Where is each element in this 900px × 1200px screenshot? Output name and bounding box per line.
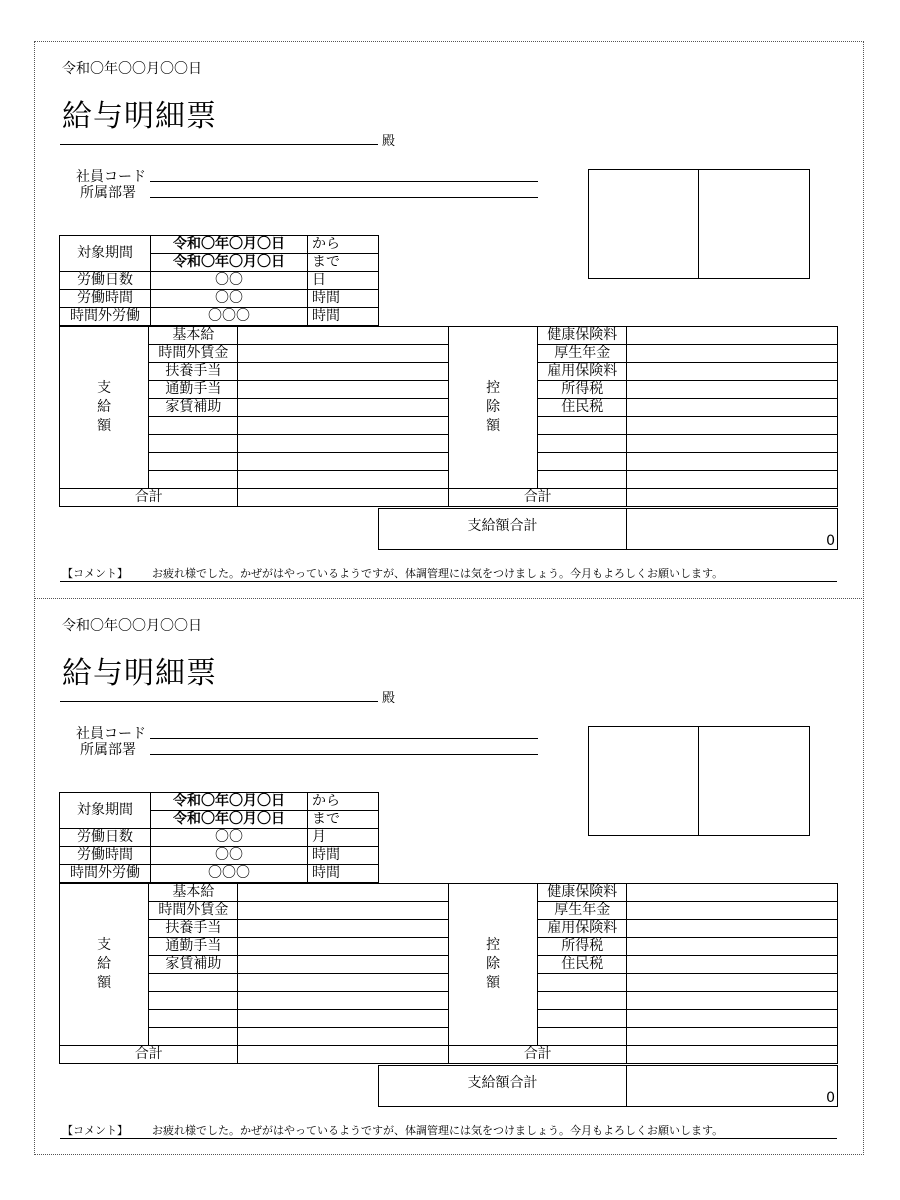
payslip-title: 給与明細票 [62, 99, 217, 134]
deduction-item-label: 所得税 [538, 381, 627, 399]
deduction-item-label [538, 417, 627, 435]
payment-amount-cell[interactable] [238, 956, 449, 974]
deduction-item-label: 厚生年金 [538, 902, 627, 920]
payment-amount-cell[interactable] [238, 399, 449, 417]
payment-amount-cell[interactable] [238, 1028, 449, 1046]
payment-total-label: 合計 [60, 1046, 238, 1064]
payment-amount-cell[interactable] [238, 471, 449, 489]
payslip [0, 598, 900, 1158]
payment-amount-cell[interactable] [238, 327, 449, 345]
honorific: 殿 [382, 691, 396, 706]
work-hours-unit: 時間 [308, 847, 379, 865]
recipient-name-line[interactable] [60, 701, 378, 702]
deduction-total-label: 合計 [448, 489, 626, 507]
work-hours-unit: 時間 [308, 290, 379, 308]
payment-total-amount[interactable] [238, 489, 449, 507]
period-from[interactable]: 令和〇年〇月〇日 [151, 793, 308, 811]
recipient-name-line[interactable] [60, 144, 378, 145]
overtime-value[interactable]: 〇〇〇 [151, 308, 308, 326]
deduction-amount-cell[interactable] [627, 381, 838, 399]
payment-section-label [60, 884, 149, 1046]
deduction-section-char: 控 [486, 380, 501, 396]
period-label: 対象期間 [60, 793, 151, 829]
payment-item-label [149, 974, 238, 992]
employee-code-label: 社員コード [76, 169, 146, 185]
payment-item-label: 家賃補助 [149, 956, 238, 974]
overtime-value[interactable]: 〇〇〇 [151, 865, 308, 883]
payment-item-label [149, 417, 238, 435]
payment-total-label: 合計 [60, 489, 238, 507]
grand-total-value[interactable]: 0 [627, 1066, 838, 1107]
deduction-amount-cell[interactable] [627, 363, 838, 381]
payment-amount-cell[interactable] [238, 974, 449, 992]
work-days-value[interactable]: 〇〇 [151, 829, 308, 847]
payment-item-label [149, 1010, 238, 1028]
payment-amount-cell[interactable] [238, 938, 449, 956]
deduction-item-label: 健康保険料 [538, 884, 627, 902]
deduction-total-amount[interactable] [627, 1046, 838, 1064]
period-table [59, 235, 379, 326]
work-days-value[interactable]: 〇〇 [151, 272, 308, 290]
payment-section-char: 給 [97, 956, 112, 972]
deduction-section-char: 控 [486, 937, 501, 953]
stamp-box [588, 169, 810, 279]
payment-amount-cell[interactable] [238, 381, 449, 399]
deduction-total-amount[interactable] [627, 489, 838, 507]
payment-section-char: 支 [97, 937, 112, 953]
comment-row [60, 1122, 837, 1139]
payment-item-label: 通勤手当 [149, 938, 238, 956]
deduction-amount-cell[interactable] [627, 884, 838, 902]
payment-amount-cell[interactable] [238, 363, 449, 381]
work-hours-value[interactable]: 〇〇 [151, 847, 308, 865]
work-hours-value[interactable]: 〇〇 [151, 290, 308, 308]
comment-row [60, 565, 837, 582]
deduction-section-char: 額 [486, 418, 501, 434]
deduction-item-label: 雇用保険料 [538, 363, 627, 381]
stamp-divider [698, 169, 699, 279]
deduction-item-label [538, 1010, 627, 1028]
payment-amount-cell[interactable] [238, 345, 449, 363]
payment-item-label: 通勤手当 [149, 381, 238, 399]
deduction-total-label: 合計 [448, 1046, 626, 1064]
payment-section-char: 給 [97, 399, 112, 415]
deduction-item-label [538, 992, 627, 1010]
grand-total-table [378, 1065, 838, 1107]
payment-amount-cell[interactable] [238, 435, 449, 453]
payment-section-char: 額 [97, 418, 112, 434]
deduction-amount-cell[interactable] [627, 1010, 838, 1028]
payment-amount-cell[interactable] [238, 902, 449, 920]
department-field[interactable] [150, 754, 538, 755]
payment-item-label: 時間外賃金 [149, 902, 238, 920]
period-to-unit: まで [308, 811, 379, 829]
stamp-box [588, 726, 810, 836]
period-from[interactable]: 令和〇年〇月〇日 [151, 236, 308, 254]
deduction-amount-cell[interactable] [627, 1028, 838, 1046]
payment-item-label: 扶養手当 [149, 920, 238, 938]
payment-item-label [149, 992, 238, 1010]
comment-label: 【コメント】 [62, 567, 128, 580]
payment-deduction-table [59, 326, 838, 507]
payment-section-char: 額 [97, 975, 112, 991]
deduction-amount-cell[interactable] [627, 399, 838, 417]
grand-total-label: 支給額合計 [379, 509, 627, 550]
payment-item-label: 時間外賃金 [149, 345, 238, 363]
work-days-unit: 日 [308, 272, 379, 290]
period-from-unit: から [308, 793, 379, 811]
deduction-section-label [448, 327, 537, 489]
deduction-amount-cell[interactable] [627, 992, 838, 1010]
honorific: 殿 [382, 134, 396, 149]
stamp-divider [698, 726, 699, 836]
deduction-item-label [538, 471, 627, 489]
payment-item-label: 家賃補助 [149, 399, 238, 417]
payment-item-label [149, 453, 238, 471]
deduction-amount-cell[interactable] [627, 956, 838, 974]
deduction-item-label: 住民税 [538, 956, 627, 974]
deduction-amount-cell[interactable] [627, 471, 838, 489]
deduction-item-label: 所得税 [538, 938, 627, 956]
work-hours-label: 労働時間 [60, 290, 151, 308]
payment-amount-cell[interactable] [238, 1010, 449, 1028]
overtime-unit: 時間 [308, 865, 379, 883]
payment-item-label [149, 471, 238, 489]
payment-amount-cell[interactable] [238, 417, 449, 435]
payslip-title: 給与明細票 [62, 656, 217, 691]
payment-item-label: 扶養手当 [149, 363, 238, 381]
payment-amount-cell[interactable] [238, 453, 449, 471]
overtime-label: 時間外労働 [60, 308, 151, 326]
deduction-amount-cell[interactable] [627, 974, 838, 992]
overtime-unit: 時間 [308, 308, 379, 326]
employee-code-label: 社員コード [76, 726, 146, 742]
deduction-section-char: 除 [486, 399, 501, 415]
deduction-section-char: 除 [486, 956, 501, 972]
deduction-section-label [448, 884, 537, 1046]
employee-code-field[interactable] [150, 181, 538, 182]
deduction-amount-cell[interactable] [627, 417, 838, 435]
grand-total-label: 支給額合計 [379, 1066, 627, 1107]
payment-amount-cell[interactable] [238, 920, 449, 938]
payment-item-label: 基本給 [149, 327, 238, 345]
department-label: 所属部署 [80, 742, 136, 758]
work-hours-label: 労働時間 [60, 847, 151, 865]
deduction-item-label: 厚生年金 [538, 345, 627, 363]
deduction-amount-cell[interactable] [627, 938, 838, 956]
deduction-amount-cell[interactable] [627, 920, 838, 938]
deduction-item-label [538, 974, 627, 992]
deduction-item-label [538, 435, 627, 453]
work-days-label: 労働日数 [60, 272, 151, 290]
deduction-item-label: 健康保険料 [538, 327, 627, 345]
grand-total-table [378, 508, 838, 550]
work-days-unit: 月 [308, 829, 379, 847]
period-label: 対象期間 [60, 236, 151, 272]
deduction-amount-cell[interactable] [627, 327, 838, 345]
issue-date: 令和〇年〇〇月〇〇日 [62, 618, 202, 634]
payment-item-label [149, 435, 238, 453]
department-label: 所属部署 [80, 185, 136, 201]
payment-item-label: 基本給 [149, 884, 238, 902]
department-field[interactable] [150, 197, 538, 198]
comment-text[interactable]: お疲れ様でした。かぜがはやっているようですが、体調管理には気をつけましょう。今月もよろしくお願いします。 [152, 1124, 724, 1137]
deduction-item-label [538, 1028, 627, 1046]
deduction-section-char: 額 [486, 975, 501, 991]
payslip [0, 41, 900, 601]
overtime-label: 時間外労働 [60, 865, 151, 883]
payment-item-label [149, 1028, 238, 1046]
employee-code-field[interactable] [150, 738, 538, 739]
deduction-item-label: 住民税 [538, 399, 627, 417]
deduction-item-label [538, 453, 627, 471]
deduction-item-label: 雇用保険料 [538, 920, 627, 938]
period-to-unit: まで [308, 254, 379, 272]
payment-deduction-table [59, 883, 838, 1064]
period-to[interactable]: 令和〇年〇月〇日 [151, 254, 308, 272]
payment-section-label [60, 327, 149, 489]
payment-total-amount[interactable] [238, 1046, 449, 1064]
payment-amount-cell[interactable] [238, 884, 449, 902]
issue-date: 令和〇年〇〇月〇〇日 [62, 61, 202, 77]
payment-section-char: 支 [97, 380, 112, 396]
period-from-unit: から [308, 236, 379, 254]
deduction-amount-cell[interactable] [627, 435, 838, 453]
grand-total-value[interactable]: 0 [627, 509, 838, 550]
deduction-amount-cell[interactable] [627, 345, 838, 363]
work-days-label: 労働日数 [60, 829, 151, 847]
payment-amount-cell[interactable] [238, 992, 449, 1010]
comment-text[interactable]: お疲れ様でした。かぜがはやっているようですが、体調管理には気をつけましょう。今月もよろしくお願いします。 [152, 567, 724, 580]
deduction-amount-cell[interactable] [627, 902, 838, 920]
period-table [59, 792, 379, 883]
period-to[interactable]: 令和〇年〇月〇日 [151, 811, 308, 829]
comment-label: 【コメント】 [62, 1124, 128, 1137]
deduction-amount-cell[interactable] [627, 453, 838, 471]
